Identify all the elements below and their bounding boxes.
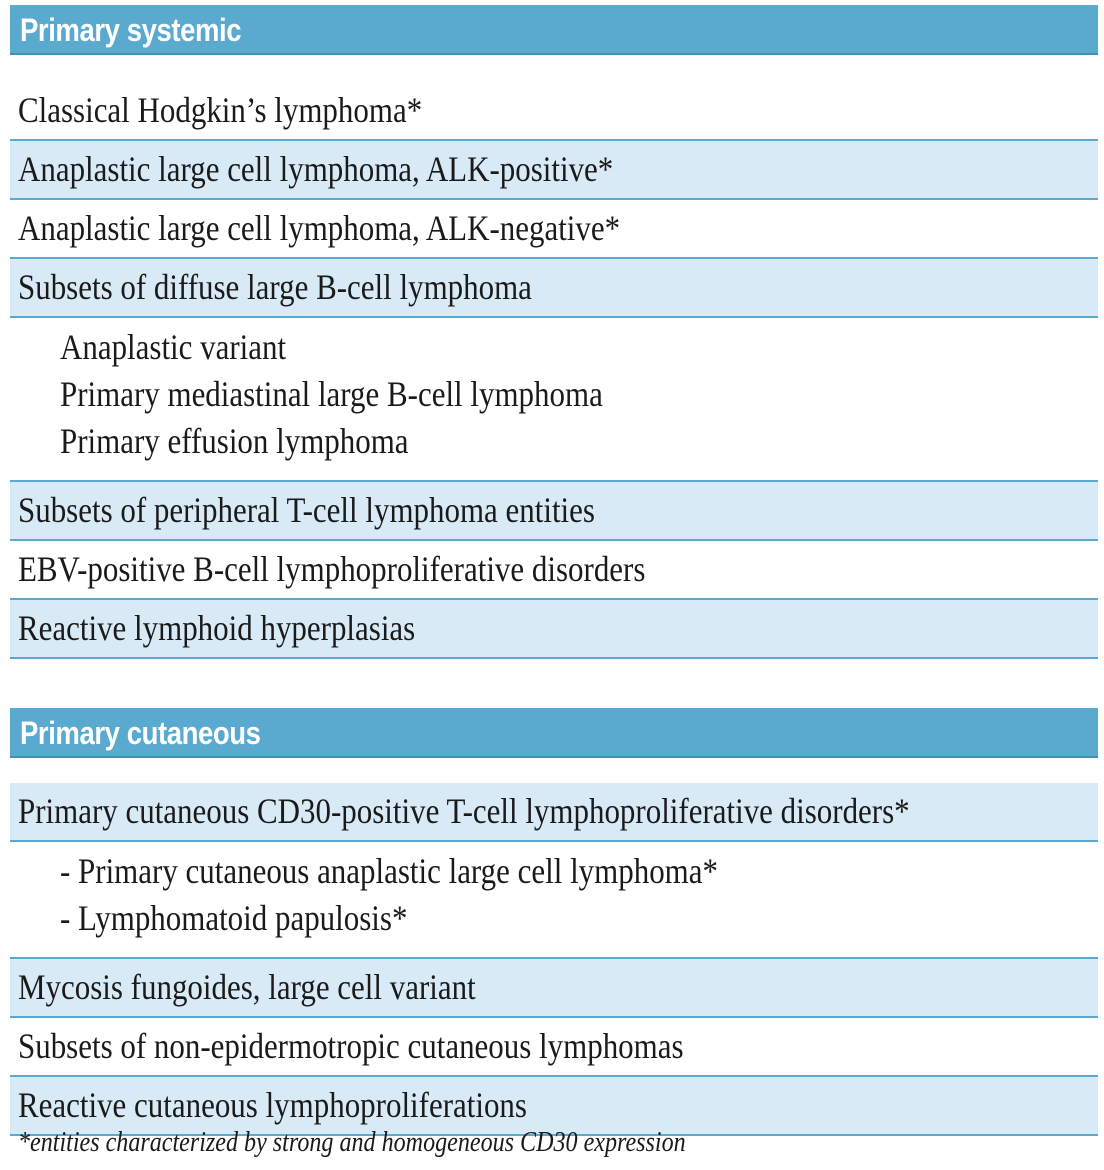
sub-item-text: Primary mediastinal large B-cell lymphoma	[60, 374, 603, 414]
table-row	[10, 541, 1098, 600]
row-label: Reactive lymphoid hyperplasias	[18, 608, 416, 648]
footnote-text: *entities characterized by strong and homogeneous CD30 expression	[18, 1127, 686, 1158]
sub-item	[60, 848, 1098, 895]
sub-item-text: - Lymphomatoid papulosis*	[60, 898, 408, 938]
section-header	[10, 708, 1098, 758]
row-label: Subsets of diffuse large B-cell lymphoma	[18, 267, 532, 307]
sub-list	[18, 324, 1098, 465]
table-row	[10, 82, 1098, 141]
row-label: Subsets of peripheral T-cell lymphoma entities	[18, 490, 595, 530]
sub-item	[60, 418, 1098, 465]
section-header	[10, 5, 1098, 55]
row-label: Mycosis fungoides, large cell variant	[18, 967, 476, 1007]
row-label: Anaplastic large cell lymphoma, ALK-positive*	[18, 149, 614, 189]
row-label: Subsets of non-epidermotropic cutaneous lymphomas	[18, 1026, 684, 1066]
sub-item	[60, 895, 1098, 942]
table-row	[10, 482, 1098, 541]
spacer	[10, 55, 1098, 82]
table-row	[10, 1018, 1098, 1077]
table-row	[10, 600, 1098, 659]
primary-systemic-table	[10, 5, 1098, 659]
table-row	[10, 200, 1098, 259]
row-label: Classical Hodgkin’s lymphoma*	[18, 90, 423, 130]
table-row	[10, 141, 1098, 200]
sub-item-text: Primary effusion lymphoma	[60, 421, 409, 461]
primary-cutaneous-table	[10, 708, 1098, 1136]
table-row	[10, 783, 1098, 842]
sub-item	[60, 324, 1098, 371]
footnote	[18, 1127, 794, 1159]
sub-item	[60, 371, 1098, 418]
sub-item-text: - Primary cutaneous anaplastic large cell lymphoma*	[60, 851, 718, 891]
row-label: EBV-positive B-cell lymphoproliferative disorders	[18, 549, 646, 589]
spacer	[10, 758, 1098, 783]
section-title: Primary systemic	[20, 12, 242, 48]
sub-list	[18, 848, 1098, 942]
row-label: Anaplastic large cell lymphoma, ALK-negative*	[18, 208, 621, 248]
table-row-sublist	[10, 842, 1098, 959]
row-label: Reactive cutaneous lymphoproliferations	[18, 1085, 527, 1125]
table-row	[10, 259, 1098, 318]
section-title: Primary cutaneous	[20, 715, 261, 751]
table-row-sublist	[10, 318, 1098, 482]
sub-item-text: Anaplastic variant	[60, 327, 287, 367]
table-row	[10, 959, 1098, 1018]
row-label: Primary cutaneous CD30-positive T-cell lymphoproliferative disorders*	[18, 791, 910, 831]
